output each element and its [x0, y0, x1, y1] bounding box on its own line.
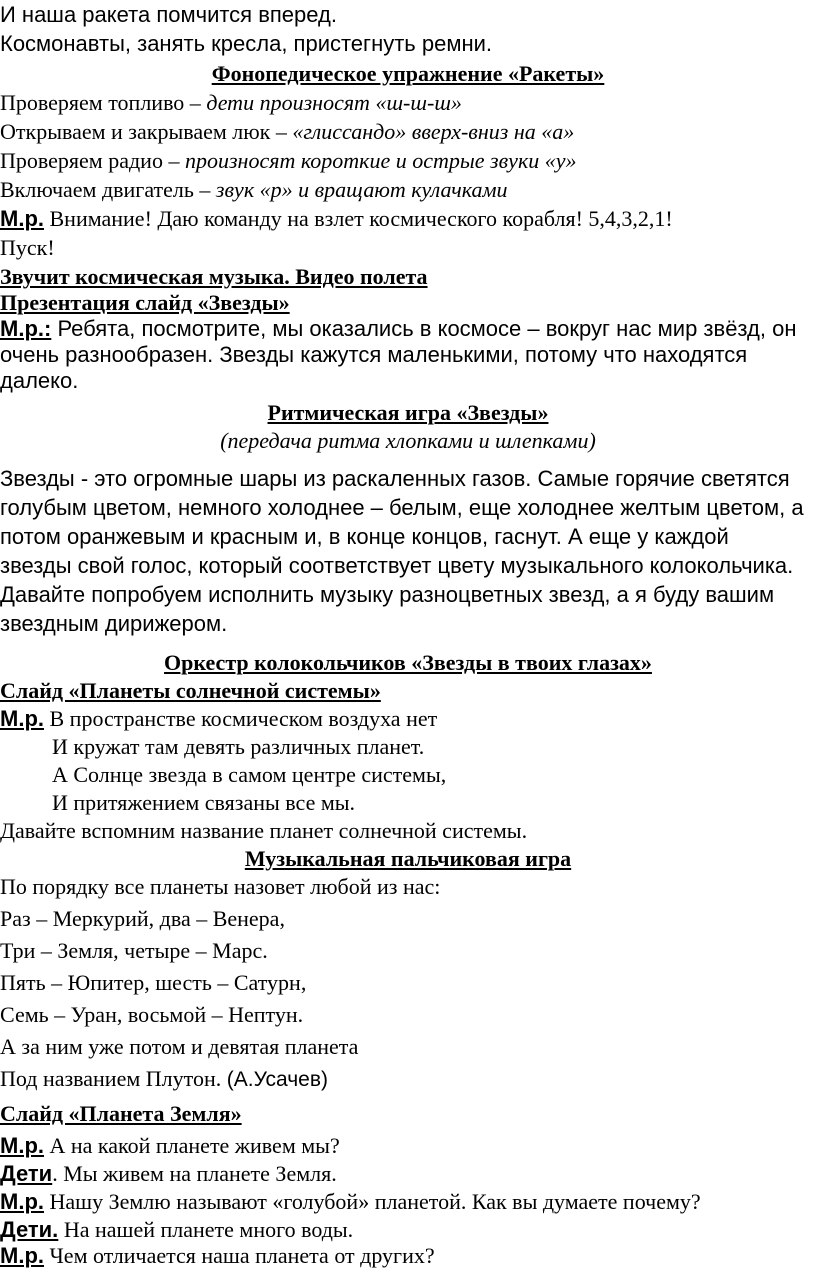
action-text: Проверяем топливо –: [0, 90, 207, 115]
speaker-label: М.р.:: [0, 316, 52, 341]
finger-line-7: [0, 1066, 328, 1093]
instruction-text: звук «р» и вращают кулачками: [215, 177, 508, 202]
finger-line-4: Пять – Юпитер, шесть – Сатурн,: [0, 970, 307, 995]
dialog-line-2: [0, 1161, 337, 1187]
poem-line-1: [0, 706, 437, 732]
poem-line-3: А Солнце звезда в самом центре системы,: [52, 762, 447, 787]
speaker-label: М.р.: [0, 1133, 44, 1158]
space-line-2: очень разнообразен. Звезды кажутся маленькими, потому что находятся: [0, 342, 748, 367]
finger-line-5: Семь – Уран, восьмой – Нептун.: [0, 1002, 304, 1027]
subheading-text: (передача ритма хлопками и шлепками): [220, 428, 596, 453]
speaker-label: М.р.: [0, 1189, 44, 1214]
speaker-label: Дети: [0, 1161, 53, 1186]
rhythm-paragraph-5: Давайте попробуем исполнить музыку разноцветных звезд, а я буду вашим: [0, 582, 775, 607]
speaker-label: М.р.: [0, 1243, 44, 1268]
rhythm-paragraph-1: Звезды - это огромные шары из раскаленных газов. Самые горячие светятся: [0, 466, 790, 491]
space-line-1: [0, 316, 796, 342]
speaker-label: М.р.: [0, 206, 44, 231]
poem-line-4: И притяжением связаны все мы.: [52, 790, 356, 815]
intro-line-2: Космонавты, занять кресла, пристегнуть ремни.: [0, 31, 493, 56]
speech-text: Ребята, посмотрите, мы оказались в космосе – вокруг нас мир звёзд, он: [51, 316, 797, 341]
finger-line-1: По порядку все планеты назовет любой из нас:: [0, 874, 441, 899]
rhythm-paragraph-4: звезды свой голос, который соответствует цвету музыкального колокольчика.: [0, 553, 794, 578]
action-text: Открываем и закрываем люк –: [0, 119, 293, 144]
space-heading-2: Презентация слайд «Звезды»: [0, 290, 290, 315]
poem-text: В пространстве космическом воздуха нет: [44, 706, 438, 731]
dialog-line-3: [0, 1189, 701, 1215]
dialog-line-5: [0, 1243, 435, 1269]
orchestra-slide: Слайд «Планеты солнечной системы»: [0, 678, 381, 703]
space-line-3: далеко.: [0, 368, 79, 393]
speech-text: На нашей планете много воды.: [58, 1217, 354, 1242]
intro-line-1: И наша ракета помчится вперед.: [0, 2, 337, 27]
finger-line-6: А за ним уже потом и девятая планета: [0, 1034, 359, 1059]
poem-text: Под названием Плутон.: [0, 1066, 227, 1091]
rhythm-paragraph-2: голубым цветом, немного холоднее – белым, еще холоднее желтым цветом, а: [0, 495, 804, 520]
action-text: Проверяем радио –: [0, 148, 185, 173]
speaker-label: Дети.: [0, 1217, 59, 1242]
rockets-line-2: [0, 119, 574, 145]
space-heading-1: Звучит космическая музыка. Видео полета: [0, 264, 428, 289]
rhythm-heading: Ритмическая игра «Звезды»: [267, 400, 549, 425]
instruction-text: «глиссандо» вверх-вниз на «а»: [292, 119, 575, 144]
speech-text: . Мы живем на планете Земля.: [52, 1161, 337, 1186]
finger-line-2: Раз – Меркурий, два – Венера,: [0, 906, 285, 931]
finger-heading: Музыкальная пальчиковая игра: [244, 846, 572, 871]
rockets-heading: Фонопедическое упражнение «Ракеты»: [211, 61, 605, 86]
speech-text: А на какой планете живем мы?: [44, 1133, 340, 1158]
speech-text: Внимание! Даю команду на взлет космического корабля! 5,4,3,2,1!: [44, 206, 673, 231]
action-text: Включаем двигатель –: [0, 177, 216, 202]
rockets-line-1: [0, 90, 462, 116]
orchestra-heading: Оркестр колокольчиков «Звезды в твоих глазах»: [164, 650, 652, 675]
rhythm-subheading: [0, 428, 816, 454]
finger-line-3: Три – Земля, четыре – Марс.: [0, 938, 268, 963]
instruction-text: произносят короткие и острые звуки «у»: [184, 148, 577, 173]
rockets-line-3: [0, 148, 577, 174]
rockets-mr-line-2: Пуск!: [0, 235, 55, 260]
orchestra-after: Давайте вспомним название планет солнечной системы.: [0, 818, 528, 843]
speech-text: Чем отличается наша планета от других?: [44, 1243, 435, 1268]
dialog-line-1: [0, 1133, 340, 1159]
dialog-line-4: [0, 1217, 353, 1243]
rockets-mr-line: [0, 206, 673, 232]
speaker-label: М.р.: [0, 706, 44, 731]
rockets-line-4: [0, 177, 508, 203]
earth-slide: Слайд «Планета Земля»: [0, 1101, 242, 1126]
poem-author: (А.Усачев): [226, 1068, 329, 1091]
speech-text: Нашу Землю называют «голубой» планетой. Как вы думаете почему?: [44, 1189, 701, 1214]
rhythm-paragraph-6: звездным дирижером.: [0, 611, 228, 636]
poem-line-2: И кружат там девять различных планет.: [52, 734, 425, 759]
instruction-text: дети произносят «ш-ш-ш»: [206, 90, 462, 115]
rhythm-paragraph-3: потом оранжевым и красным и, в конце концов, гаснут. А еще у каждой: [0, 524, 729, 549]
